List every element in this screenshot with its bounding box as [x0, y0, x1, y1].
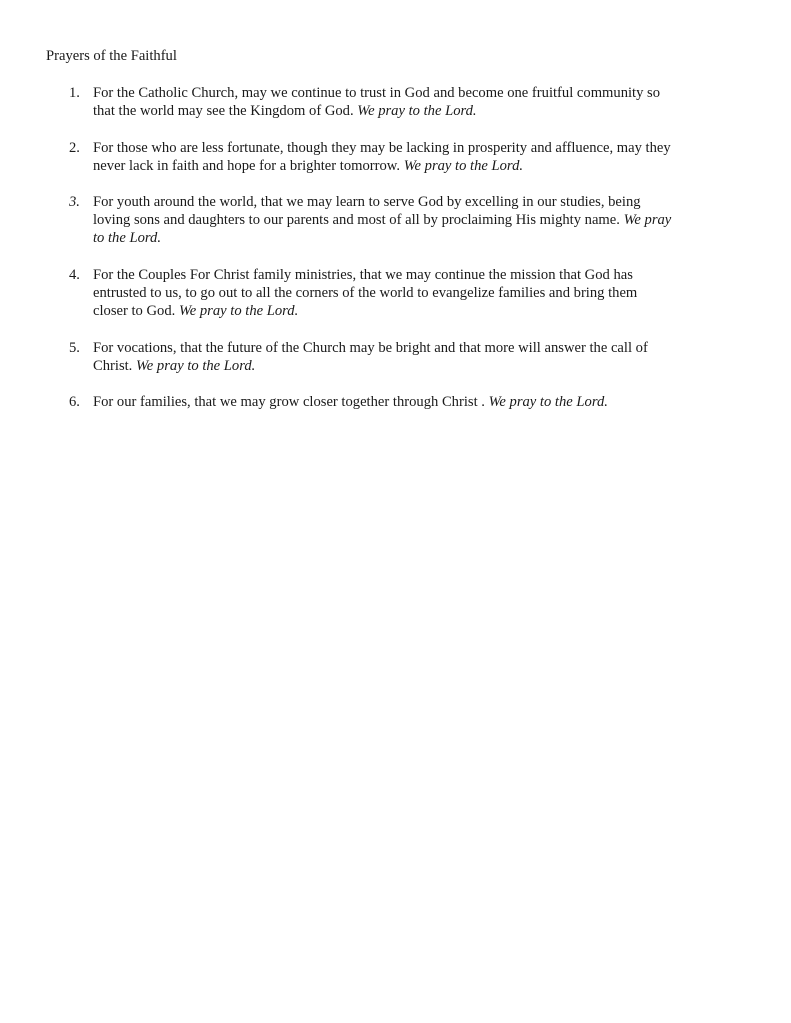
prayer-line: For the Couples For Christ family ministries, that we may continue the mission that God has: [93, 267, 633, 283]
document-title: Prayers of the Faithful: [46, 48, 177, 64]
prayer-line: closer to God.: [93, 303, 176, 320]
prayer-line: never lack in faith and hope for a brighter tomorrow.: [93, 158, 401, 175]
prayer-text: [93, 393, 753, 411]
prayer-line: For our families, that we may grow closer together through Christ .: [93, 394, 485, 410]
prayer-line: For vocations, that the future of the Church may be bright and that more will answer the call of: [93, 340, 648, 356]
prayer-text: [93, 193, 753, 248]
prayer-response-part1: We pray: [623, 212, 672, 229]
prayer-response: We pray to the Lord.: [403, 158, 524, 175]
prayer-line-with-response: [93, 302, 753, 320]
prayer-response: We pray to the Lord.: [135, 358, 256, 375]
prayer-response: We pray to the Lord.: [488, 394, 608, 410]
prayer-number: 2.: [69, 140, 80, 156]
prayer-line: loving sons and daughters to our parents and most of all by proclaiming His mighty name.: [93, 212, 620, 229]
prayer-number: 4.: [69, 267, 80, 283]
prayer-line: entrusted to us, to go out to all the corners of the world to evangelize families and bring them: [93, 285, 638, 302]
prayer-text: [93, 84, 753, 120]
prayer-response: We pray to the Lord.: [178, 303, 299, 320]
prayer-text: [93, 339, 753, 375]
prayer-line-with-response: [93, 102, 753, 120]
prayer-number: 5.: [69, 340, 80, 356]
prayer-line: that the world may see the Kingdom of God.: [93, 103, 354, 120]
prayer-text: [93, 139, 753, 175]
prayer-line-with-response: [93, 211, 753, 229]
prayer-number: 6.: [69, 394, 80, 410]
prayer-line-with-response: [93, 157, 753, 175]
prayer-response-part2: to the Lord.: [93, 230, 161, 247]
prayer-line-with-response: [93, 393, 753, 411]
prayer-number: 3.: [69, 194, 80, 210]
prayer-number: 1.: [69, 85, 80, 101]
prayer-line: For those who are less fortunate, though they may be lacking in prosperity and affluence, may they: [93, 140, 671, 156]
prayer-line: For youth around the world, that we may learn to serve God by excelling in our studies, being: [93, 194, 641, 210]
prayer-line-with-response: [93, 357, 753, 375]
prayer-line: For the Catholic Church, may we continue to trust in God and become one fruitful community so: [93, 85, 661, 101]
prayer-text: [93, 266, 753, 321]
prayer-line: Christ.: [93, 358, 133, 375]
prayer-response: We pray to the Lord.: [357, 103, 477, 120]
